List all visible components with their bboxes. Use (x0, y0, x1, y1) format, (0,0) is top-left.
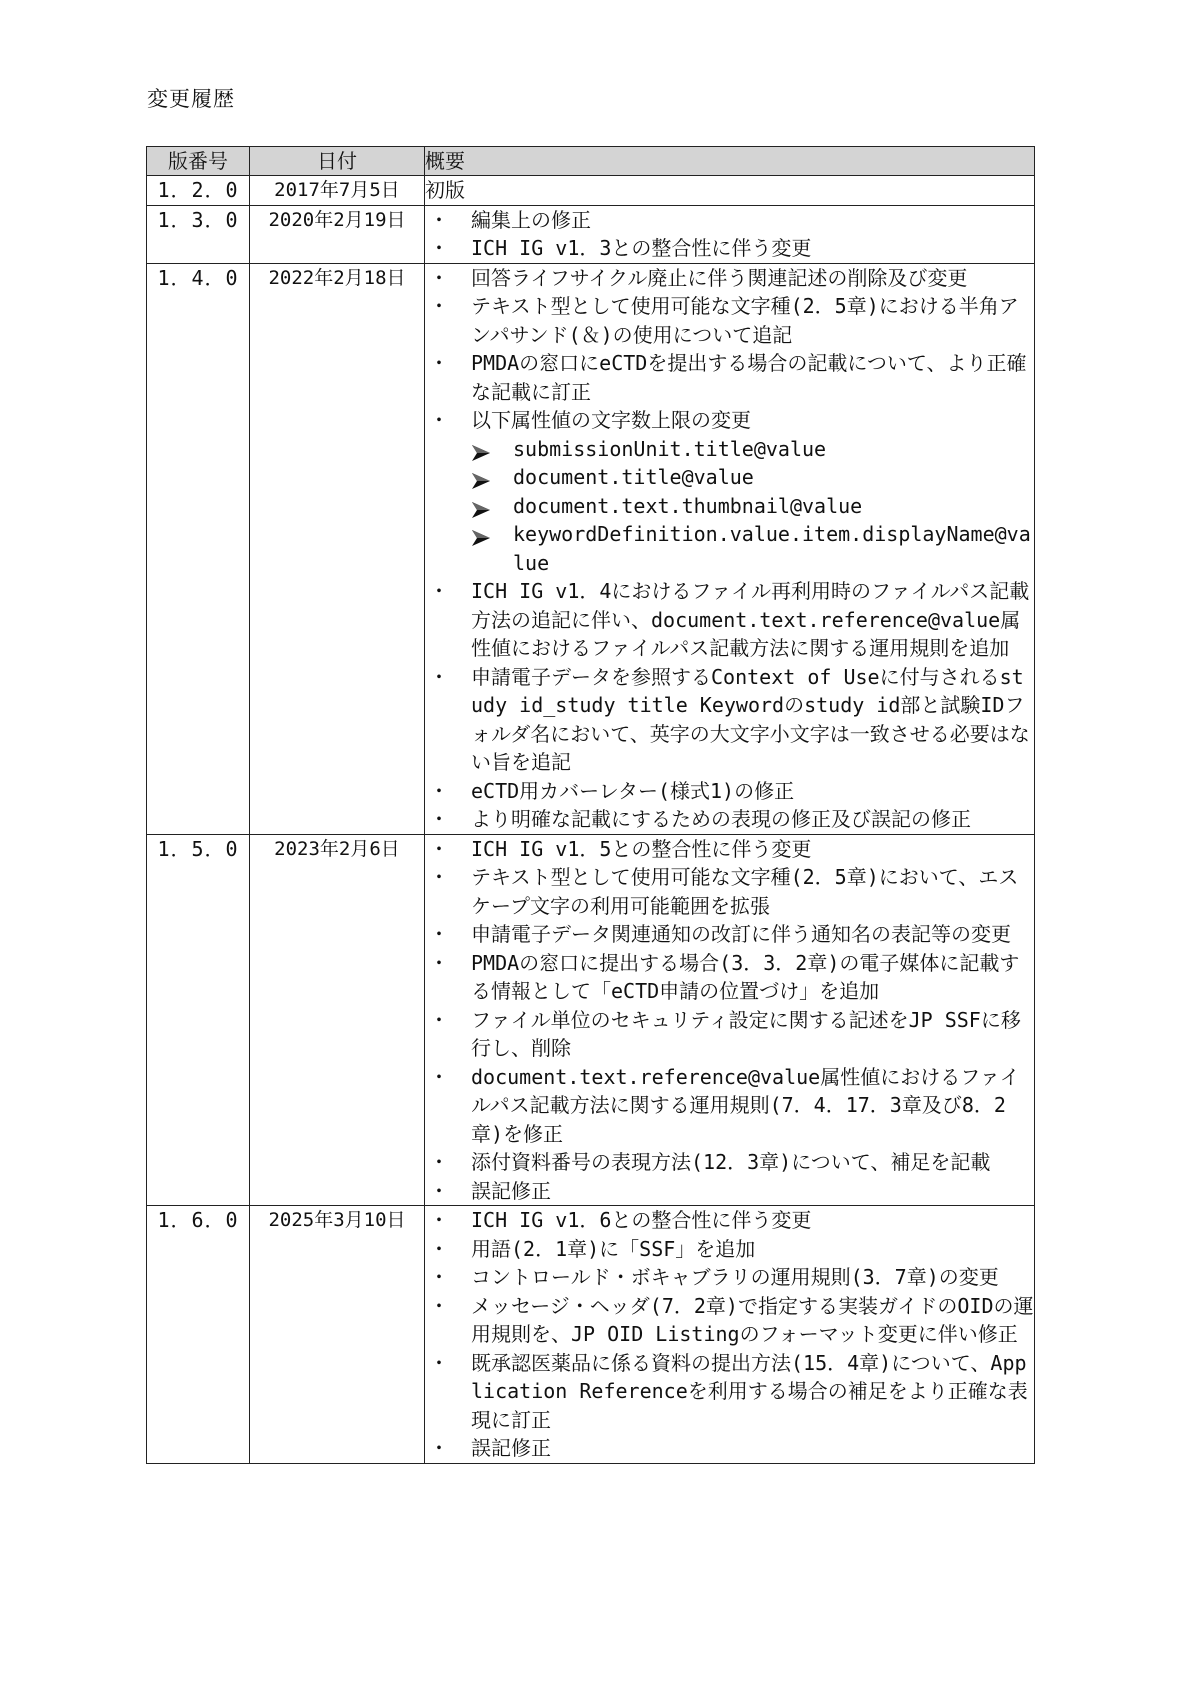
bullet-icon: ・ (429, 1265, 449, 1289)
list-item (425, 577, 1034, 663)
list-item (425, 1063, 1034, 1149)
list-item-text: ファイル単位のセキュリティ設定に関する記述をJP SSFに移行し、削除 (471, 1007, 1021, 1060)
bullet-icon: ・ (429, 1436, 449, 1460)
list-item (425, 349, 1034, 406)
table-row (147, 263, 1035, 834)
summary-cell (425, 205, 1035, 263)
bullet-icon: ・ (429, 236, 449, 260)
list-item (425, 805, 1034, 834)
page-title: 変更履歴 (147, 87, 235, 111)
bullet-icon: ・ (429, 294, 449, 318)
list-item-text: 以下属性値の文字数上限の変更 (471, 408, 751, 432)
header-summary: 概要 (425, 147, 1035, 176)
list-item (425, 206, 1034, 235)
summary-cell (425, 1206, 1035, 1464)
date-cell: 2023年2月6日 (250, 834, 425, 1206)
version-cell: 1．3．0 (147, 205, 250, 263)
bullet-icon: ・ (429, 1350, 449, 1375)
bullet-icon: ・ (429, 1178, 449, 1203)
sub-list-item (471, 492, 1034, 521)
bullet-icon: ・ (429, 922, 449, 946)
list-item (425, 1148, 1034, 1177)
list-item (425, 777, 1034, 806)
list-item (425, 1006, 1034, 1063)
sub-list-item (471, 463, 1034, 492)
list-item (425, 406, 1034, 577)
bullet-icon: ・ (429, 1293, 449, 1318)
list-item (425, 1349, 1034, 1435)
bullet-icon: ・ (429, 778, 449, 803)
bullet-icon: ・ (429, 1150, 449, 1174)
sub-list-item-text: document.text.thumbnail@value (513, 493, 863, 518)
header-date: 日付 (250, 147, 425, 176)
list-item (425, 1177, 1034, 1206)
bullet-icon: ・ (429, 408, 449, 432)
list-item-text: 添付資料番号の表現方法(12．3章)について、補足を記載 (471, 1150, 991, 1174)
bullet-icon: ・ (429, 207, 449, 232)
list-item-text: より明確な記載にするための表現の修正及び誤記の修正 (471, 807, 971, 831)
bullet-icon: ・ (429, 265, 449, 290)
bullet-icon: ・ (429, 351, 449, 375)
bullet-icon: ・ (429, 664, 449, 689)
version-cell: 1．2．0 (147, 176, 250, 206)
version-cell: 1．4．0 (147, 263, 250, 834)
list-item (425, 1434, 1034, 1463)
arrow-bullet-icon (471, 469, 491, 487)
sub-list-item (471, 435, 1034, 464)
list-item (425, 292, 1034, 349)
list-item-text: ICH IG v1．4におけるファイル再利用時のファイルパス記載方法の追記に伴い、document.text.reference@value属性値におけるファイルパス記載方法に関する運用規則を追加 (471, 579, 1030, 660)
summary-cell (425, 263, 1035, 834)
list-item-text: ICH IG v1．6との整合性に伴う変更 (471, 1208, 812, 1232)
summary-text: 初版 (425, 178, 465, 202)
date-cell: 2020年2月19日 (250, 205, 425, 263)
table-row (147, 1206, 1035, 1464)
summary-cell (425, 176, 1035, 206)
list-item-text: 誤記修正 (471, 1178, 551, 1203)
list-item-text: 申請電子データ関連通知の改訂に伴う通知名の表記等の変更 (471, 922, 1011, 946)
revision-history-table (146, 146, 1035, 1464)
bullet-icon: ・ (429, 865, 449, 889)
list-item (425, 920, 1034, 949)
list-item-text: 誤記修正 (471, 1436, 551, 1460)
bullet-icon: ・ (429, 836, 449, 861)
summary-cell (425, 834, 1035, 1206)
list-item-text: 回答ライフサイクル廃止に伴う関連記述の削除及び変更 (471, 265, 968, 290)
arrow-bullet-icon (471, 441, 491, 459)
bullet-icon: ・ (429, 579, 449, 603)
sub-list-item-text: submissionUnit.title@value (513, 436, 827, 461)
date-cell: 2025年3月10日 (250, 1206, 425, 1464)
table-row (147, 834, 1035, 1206)
bullet-icon: ・ (429, 1236, 449, 1261)
table-row (147, 176, 1035, 206)
list-item-text: 申請電子データを参照するContext of Useに付与されるstudy id_study title Keywordのstudy id部と試験IDフォルダ名において、英字の大文字小文字は一致させる必要はない旨を追記 (471, 664, 1030, 774)
list-item (425, 1263, 1034, 1292)
list-item-text: ICH IG v1．3との整合性に伴う変更 (471, 236, 812, 260)
sub-list (471, 435, 1034, 578)
date-cell: 2017年7月5日 (250, 176, 425, 206)
table-body (147, 176, 1035, 1464)
version-cell: 1．6．0 (147, 1206, 250, 1464)
bullet-icon: ・ (429, 1208, 449, 1232)
sub-list-item-text: keywordDefinition.value.item.displayName@value (513, 522, 1031, 575)
arrow-bullet-icon (471, 498, 491, 516)
change-list (425, 264, 1034, 834)
list-item-text: テキスト型として使用可能な文字種(2．5章)において、エスケープ文字の利用可能範囲を拡張 (471, 865, 1019, 918)
change-list (425, 1206, 1034, 1463)
list-item-text: コントロールド・ボキャブラリの運用規則(3．7章)の変更 (471, 1265, 999, 1289)
list-item-text: ICH IG v1．5との整合性に伴う変更 (471, 836, 812, 861)
version-cell: 1．5．0 (147, 834, 250, 1206)
bullet-icon: ・ (429, 807, 449, 831)
list-item-text: メッセージ・ヘッダ(7．2章)で指定する実装ガイドのOIDの運用規則を、JP OID Listingのフォーマット変更に伴い修正 (471, 1293, 1034, 1346)
list-item-text: テキスト型として使用可能な文字種(2．5章)における半角アンパサンド(＆)の使用について追記 (471, 294, 1019, 347)
list-item (425, 1292, 1034, 1349)
list-item (425, 663, 1034, 777)
date-cell: 2022年2月18日 (250, 263, 425, 834)
change-list (425, 835, 1034, 1206)
list-item-text: 用語(2．1章)に「SSF」を追加 (471, 1236, 756, 1261)
change-list (425, 206, 1034, 263)
list-item (425, 1235, 1034, 1264)
list-item-text: 既承認医薬品に係る資料の提出方法(15．4章)について、Application Referenceを利用する場合の補足をより正確な表現に訂正 (471, 1350, 1028, 1432)
list-item (425, 863, 1034, 920)
list-item (425, 949, 1034, 1006)
list-item-text: PMDAの窓口にeCTDを提出する場合の記載について、より正確な記載に訂正 (471, 351, 1027, 404)
bullet-icon: ・ (429, 1007, 449, 1032)
list-item-text: eCTD用カバーレター(様式1)の修正 (471, 778, 795, 803)
list-item (425, 1206, 1034, 1235)
list-item-text: 編集上の修正 (471, 207, 591, 232)
bullet-icon: ・ (429, 1064, 449, 1089)
bullet-icon: ・ (429, 950, 449, 975)
sub-list-item (471, 520, 1034, 577)
list-item (425, 234, 1034, 263)
list-item (425, 264, 1034, 293)
list-item-text: document.text.reference@value属性値におけるファイルパス記載方法に関する運用規則(7．4．17．3章及び8．2章)を修正 (471, 1064, 1020, 1146)
table-header-row (147, 147, 1035, 176)
sub-list-item-text: document.title@value (513, 465, 754, 489)
list-item (425, 835, 1034, 864)
header-version: 版番号 (147, 147, 250, 176)
arrow-bullet-icon (471, 526, 491, 544)
list-item-text: PMDAの窓口に提出する場合(3．3．2章)の電子媒体に記載する情報として「eCTD申請の位置づけ」を追加 (471, 950, 1020, 1003)
table-row (147, 205, 1035, 263)
